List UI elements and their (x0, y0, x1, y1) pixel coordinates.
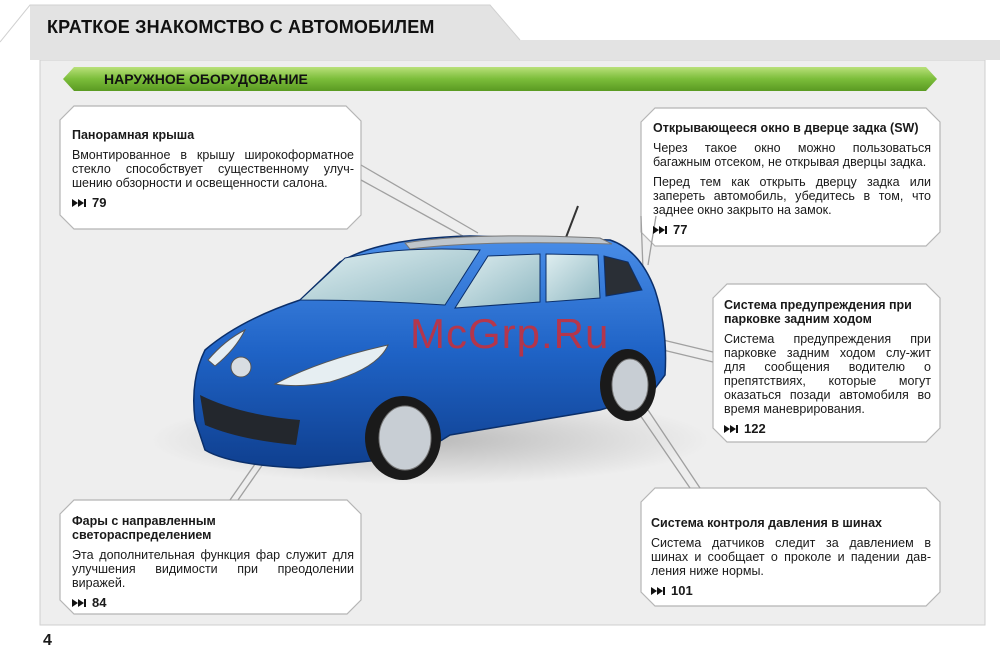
callout-panoramic-roof (72, 128, 354, 210)
callout-title: Панорамная крыша (72, 128, 195, 142)
callout-text: Вмонтированное в крышу широкоформатное стекло способствует существенному улуч-шению обзорности и освещенности салона. (72, 148, 354, 190)
page-reference-number: 101 (671, 583, 693, 598)
callout-title: Система контроля давления в шинах (651, 516, 882, 530)
page-reference[interactable] (653, 223, 931, 237)
callout-title: Фары с направленным светораспределением (72, 514, 216, 542)
page-reference-icon (72, 198, 86, 208)
page-reference-number: 122 (744, 421, 766, 436)
page-reference[interactable] (72, 196, 354, 210)
callout-text: Система предупреждения при парковке задним ходом слу-жит для сообщения водителю о препятствиях, которые могут оказаться позади автомобиля во время маневрирования. (724, 332, 931, 416)
page-reference-icon (724, 424, 738, 434)
callout-text: Система датчиков следит за давлением в шинах и сообщает о проколе и падении дав-ления ниже нормы. (651, 536, 931, 578)
page-reference[interactable] (651, 584, 931, 598)
page-reference[interactable] (72, 596, 354, 610)
callout-text: Эта дополнительная функция фар служит для улучшения видимости при преодолении виражей. (72, 548, 354, 590)
watermark: McGrp.Ru (410, 310, 610, 357)
callout-rear-window (653, 121, 931, 237)
callout-title: Система предупреждения при парковке задним ходом (724, 298, 912, 326)
callout-title: Открывающееся окно в дверце задка (SW) (653, 121, 919, 135)
page-reference-number: 77 (673, 222, 688, 237)
page-reference-icon (72, 598, 86, 608)
callout-directional-headlamps (72, 514, 354, 610)
page-reference-number: 79 (92, 195, 107, 210)
page-reference-number: 84 (92, 595, 107, 610)
page-reference[interactable] (724, 422, 931, 436)
callout-text: Перед тем как открыть дверцу задка или запереть автомобиль, убедитесь в том, что заднее окно закрыто на замок. (653, 175, 931, 217)
callout-text: Через такое окно можно пользоваться багажным отсеком, не открывая дверцы задка. (653, 141, 931, 169)
callout-parking-sensors (724, 298, 931, 436)
page-reference-icon (651, 586, 665, 596)
section-title: НАРУЖНОЕ ОБОРУДОВАНИЕ (104, 71, 308, 87)
page-title: КРАТКОЕ ЗНАКОМСТВО С АВТОМОБИЛЕМ (47, 17, 435, 37)
page-reference-icon (653, 225, 667, 235)
page-number: 4 (43, 632, 52, 649)
callout-tyre-pressure (651, 516, 931, 598)
